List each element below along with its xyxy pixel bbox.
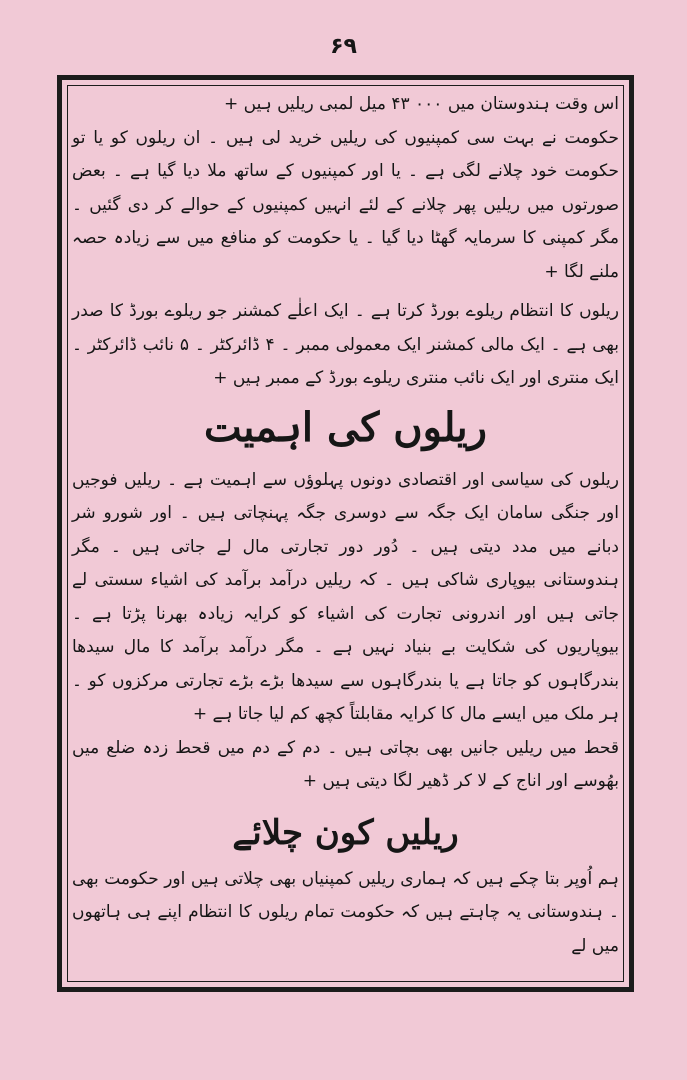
paragraph-railway-length: اس وقت ہندوستان میں ۰۰۰ ۴۳ میل لمبی ریلیں ہیں +: [224, 94, 619, 114]
paragraph-government-purchase: حکومت نے بہت سی کمپنیوں کی ریلیں خرید لی ہیں ۔ ان ریلوں کو یا تو حکومت خود چلانے لگی ہے ۔ یا اور کمپنیوں کے ساتھ ملا دیا گیا ہے ۔ بعض صورتوں میں ریلیں پھر چلانے کے لئے انہیں کمپنیوں کے حوالے کر دی گئیں ۔ مگر کمپنی کا سرمایہ گھٹا دیا گیا ۔ یا حکومت کو منافع میں سے زیادہ حصہ ملنے لگا +: [72, 127, 619, 282]
paragraph-railway-board: ریلوں کا انتظام ریلوے بورڈ کرتا ہے ۔ ایک اعلٰے کمشنر جو ریلوے بورڈ کا صدر بھی ہے ۔ ایک مالی کمشنر ایک معمولی ممبر ۔ ۴ ڈائرکٹر ۔ ۵ نائب ڈائرکٹر ۔ ایک منتری اور ایک نائب منتری ریلوے بورڈ کے ممبر ہیں +: [72, 301, 619, 388]
heading-importance: ریلوں کی اہمیت: [204, 403, 487, 451]
page-number: ۶۹: [330, 34, 357, 59]
paragraph-who-runs: ہم اُوپر بتا چکے ہیں کہ ہماری ریلیں کمپنیاں بھی چلاتی ہیں اور حکومت بھی ۔ ہندوستانی یہ چاہتے ہیں کہ حکومت تمام ریلوں کا انتظام اپنے ہی ہاتھوں میں لے: [72, 868, 619, 956]
page-body: [68, 88, 623, 1072]
heading-who-runs: ریلیں کون چلائے: [232, 812, 459, 853]
paragraph-famine: قحط میں ریلیں جانیں بھی بچاتی ہیں ۔ دم کے دم میں قحط زدہ ضلع میں بھُوسے اور اناج کے لا کر ڈھیر لگا دیتی ہیں +: [72, 737, 619, 791]
paragraph-importance: ریلوں کی سیاسی اور اقتصادی دونوں پہلوؤں سے اہمیت ہے ۔ ریلیں فوجیں اور جنگی سامان ایک جگہ سے دوسری جگہ پہنچاتی ہیں ۔ اور شورو شر دبانے میں مدد دیتی ہیں ۔ دُور دور تجارتی مال لے جاتی ہیں ۔ مگر ہندوستانی بیوپاری شاکی ہیں ۔ کہ ریلیں درآمد برآمد کی اشیاء سستی لے جاتی ہیں اور اندرونی تجارت کی اشیاء کو کرایہ زیادہ بھرنا پڑتا ہے ۔ بیوپاریوں کی شکایت بے بنیاد نہیں ہے ۔ مگر درآمد برآمد کا مال سیدھا بندرگاہوں کو جاتا ہے یا بندرگاہوں سے سیدھا بڑے بڑے تجارتی مرکزوں کو ۔ ہر ملک میں ایسے مال کا کرایہ مقابلتاً کچھ کم لیا جاتا ہے +: [72, 469, 619, 724]
